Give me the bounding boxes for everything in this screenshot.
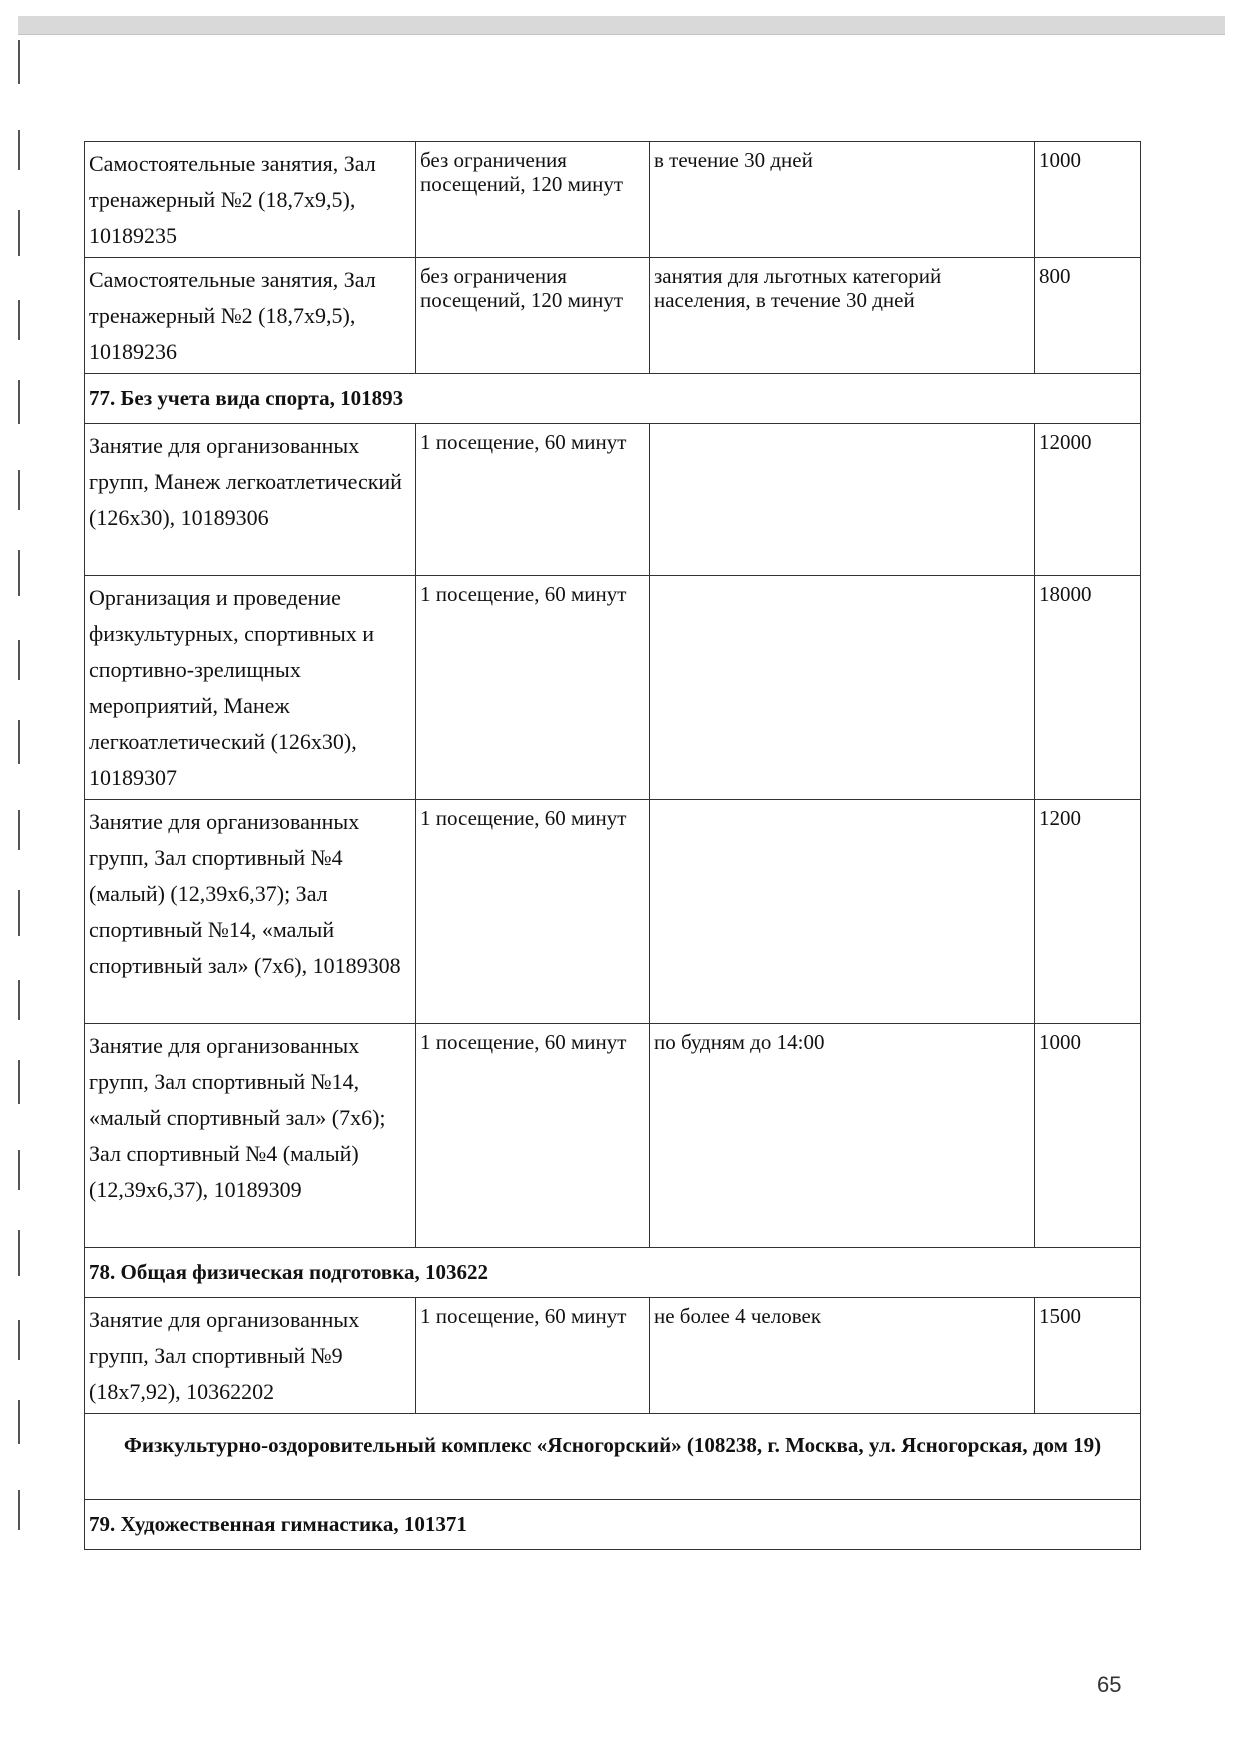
section-row (85, 1500, 1141, 1550)
price-cell: 800 (1035, 258, 1141, 374)
binder-line (18, 470, 20, 510)
volume-cell: 1 посещение, 60 минут (416, 1298, 650, 1414)
price-cell: 18000 (1035, 576, 1141, 800)
binder-line (18, 1230, 20, 1276)
conditions-cell (650, 576, 1035, 800)
binder-line (18, 300, 20, 340)
table-row (85, 1298, 1141, 1414)
volume-cell: 1 посещение, 60 минут (416, 424, 650, 576)
binder-line (18, 640, 20, 680)
table-row (85, 576, 1141, 800)
price-cell: 1000 (1035, 142, 1141, 258)
conditions-cell: в течение 30 дней (650, 142, 1035, 258)
price-cell: 1500 (1035, 1298, 1141, 1414)
scan-top-bar (18, 16, 1225, 35)
service-name-cell: Организация и проведение физкультурных, спортивных и спортивно-зрелищных мероприятий, Манеж легкоатлетический (126х30), 10189307 (85, 576, 416, 800)
service-name-cell: Занятие для организованных групп, Зал спортивный №14, «малый спортивный зал» (7х6); Зал спортивный №4 (малый) (12,39х6,37), 10189309 (85, 1024, 416, 1248)
binder-line (18, 210, 20, 256)
org-row (85, 1414, 1141, 1500)
price-table (84, 141, 1141, 1550)
binder-line (18, 130, 20, 170)
section-heading: 78. Общая физическая подготовка, 103622 (85, 1248, 1141, 1298)
table-row (85, 258, 1141, 374)
conditions-cell: по будням до 14:00 (650, 1024, 1035, 1248)
section-heading: 77. Без учета вида спорта, 101893 (85, 374, 1141, 424)
service-name-cell: Самостоятельные занятия, Зал тренажерный №2 (18,7х9,5), 10189236 (85, 258, 416, 374)
table-row (85, 800, 1141, 1024)
binder-line (18, 890, 20, 936)
binder-line (18, 1060, 20, 1104)
conditions-cell: не более 4 человек (650, 1298, 1035, 1414)
section-row (85, 374, 1141, 424)
price-cell: 12000 (1035, 424, 1141, 576)
binder-line (18, 380, 20, 424)
volume-cell: без ограничения посещений, 120 минут (416, 142, 650, 258)
service-name-cell: Занятие для организованных групп, Зал спортивный №4 (малый) (12,39х6,37); Зал спортивный №14, «малый спортивный зал» (7х6), 10189308 (85, 800, 416, 1024)
binder-line (18, 1150, 20, 1190)
binder-line (18, 1400, 20, 1444)
section-row (85, 1248, 1141, 1298)
volume-cell: 1 посещение, 60 минут (416, 800, 650, 1024)
service-name-cell: Самостоятельные занятия, Зал тренажерный №2 (18,7х9,5), 10189235 (85, 142, 416, 258)
organization-heading: Физкультурно-оздоровительный комплекс «Ясногорский» (108238, г. Москва, ул. Ясногорская, дом 19) (85, 1414, 1141, 1500)
conditions-cell (650, 424, 1035, 576)
volume-cell: без ограничения посещений, 120 минут (416, 258, 650, 374)
section-heading: 79. Художественная гимнастика, 101371 (85, 1500, 1141, 1550)
volume-cell: 1 посещение, 60 минут (416, 576, 650, 800)
table-row (85, 142, 1141, 258)
conditions-cell: занятия для льготных категорий населения, в течение 30 дней (650, 258, 1035, 374)
binder-line (18, 810, 20, 850)
service-name-cell: Занятие для организованных групп, Манеж легкоатлетический (126х30), 10189306 (85, 424, 416, 576)
price-cell: 1000 (1035, 1024, 1141, 1248)
table-row (85, 1024, 1141, 1248)
page-number: 65 (1097, 1672, 1122, 1697)
price-cell: 1200 (1035, 800, 1141, 1024)
binder-line (18, 40, 20, 84)
conditions-cell (650, 800, 1035, 1024)
binder-line (18, 980, 20, 1020)
binder-line (18, 720, 20, 764)
binder-line (18, 550, 20, 596)
table-row (85, 424, 1141, 576)
volume-cell: 1 посещение, 60 минут (416, 1024, 650, 1248)
binder-line (18, 1320, 20, 1360)
service-name-cell: Занятие для организованных групп, Зал спортивный №9 (18х7,92), 10362202 (85, 1298, 416, 1414)
binder-line (18, 1490, 20, 1530)
